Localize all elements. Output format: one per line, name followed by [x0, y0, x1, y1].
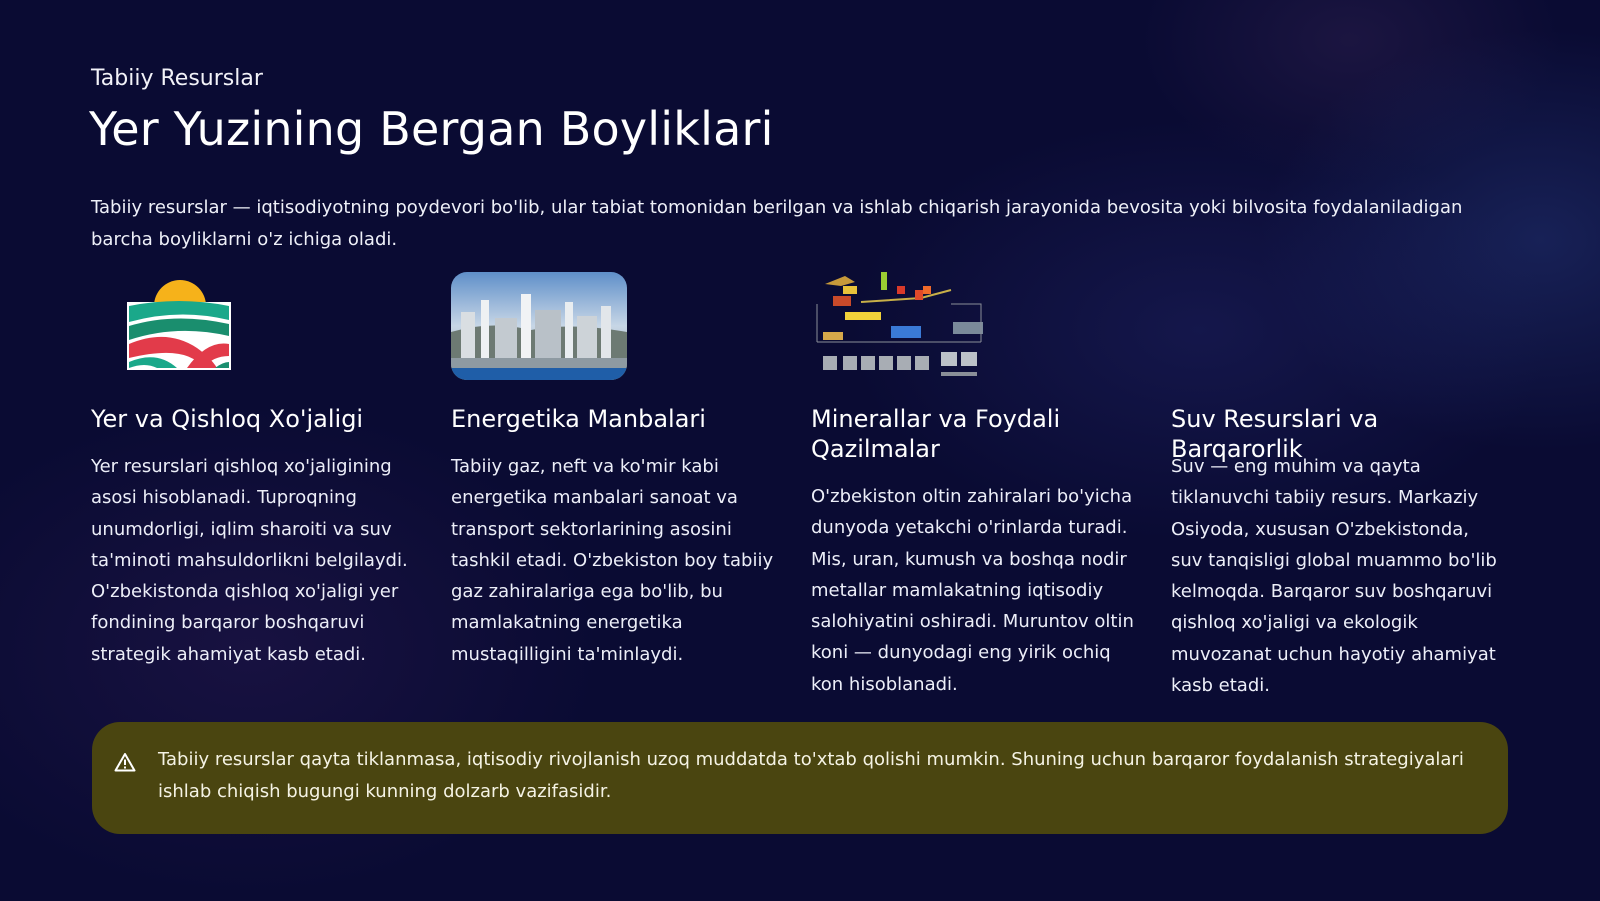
- card-water: [1171, 272, 1501, 697]
- page-title: Yer Yuzining Bergan Boyliklari: [89, 102, 774, 156]
- mineral-processing-diagram: [811, 272, 1141, 382]
- warning-triangle-icon: [114, 752, 136, 776]
- card-title: Yer va Qishloq Xo'jaligi: [91, 405, 364, 433]
- card-title: Suv Resurslari va Barqarorlik: [1171, 405, 1379, 463]
- card-title: Minerallar va Foydali Qazilmalar: [811, 405, 1061, 463]
- card-text: Yer resurslari qishloq xo'jaligining asosi hisoblanadi. Tuproqning unumdorligi, iqlim sharoiti va suv ta'minoti mahsuldorlikni belgilaydi. O'zbekistonda qishloq xo'jaligi yer fondining barqaror boshqaruvi strategik ahamiyat kasb etadi.: [91, 456, 408, 665]
- card-image-placeholder: [1171, 272, 1501, 382]
- section-eyebrow: Tabiiy Resurslar: [91, 66, 263, 91]
- card-title: Energetika Manbalari: [451, 405, 706, 433]
- warning-text: Tabiiy resurslar qayta tiklanmasa, iqtisodiy rivojlanish uzoq muddatda to'xtab qolishi mumkin. Shuning uchun barqaror foydalanish strategiyalari ishlab chiqish bugungi kunning dolzarb vazifasidir.: [158, 749, 1464, 802]
- card-agriculture: [91, 272, 421, 665]
- warning-callout: [92, 722, 1508, 834]
- industrial-plant-photo: [451, 272, 781, 382]
- card-minerals: [811, 272, 1141, 695]
- card-energy: [451, 272, 781, 665]
- farm-field-sun-icon: [91, 272, 421, 382]
- intro-paragraph: Tabiiy resurslar — iqtisodiyotning poydevori bo'lib, ular tabiat tomonidan berilgan va ishlab chiqarish jarayonida bevosita yoki bilvosita foydalaniladigan barcha boyliklarni o'z ichiga oladi.: [91, 197, 1463, 250]
- card-text: Suv — eng muhim va qayta tiklanuvchi tabiiy resurs. Markaziy Osiyoda, xususan O'zbekistonda, suv tanqisligi global muammo bo'lib kelmoqda. Barqaror suv boshqaruvi qishloq xo'jaligi va ekologik muvozanat uchun hayotiy ahamiyat kasb etadi.: [1171, 456, 1497, 697]
- card-text: Tabiiy gaz, neft va ko'mir kabi energetika manbalari sanoat va transport sektorlarining asosini tashkil etadi. O'zbekiston boy tabiiy gaz zahiralariga ega bo'lib, bu mamlakatning energetika mustaqilligini ta'minlaydi.: [451, 456, 774, 665]
- card-text: O'zbekiston oltin zahiralari bo'yicha dunyoda yetakchi o'rinlarda turadi. Mis, uran, kumush va boshqa nodir metallar mamlakatning iqtisodiy salohiyatini oshiradi. Muruntov oltin koni — dunyodagi eng yirik ochiq kon hisoblanadi.: [811, 486, 1134, 695]
